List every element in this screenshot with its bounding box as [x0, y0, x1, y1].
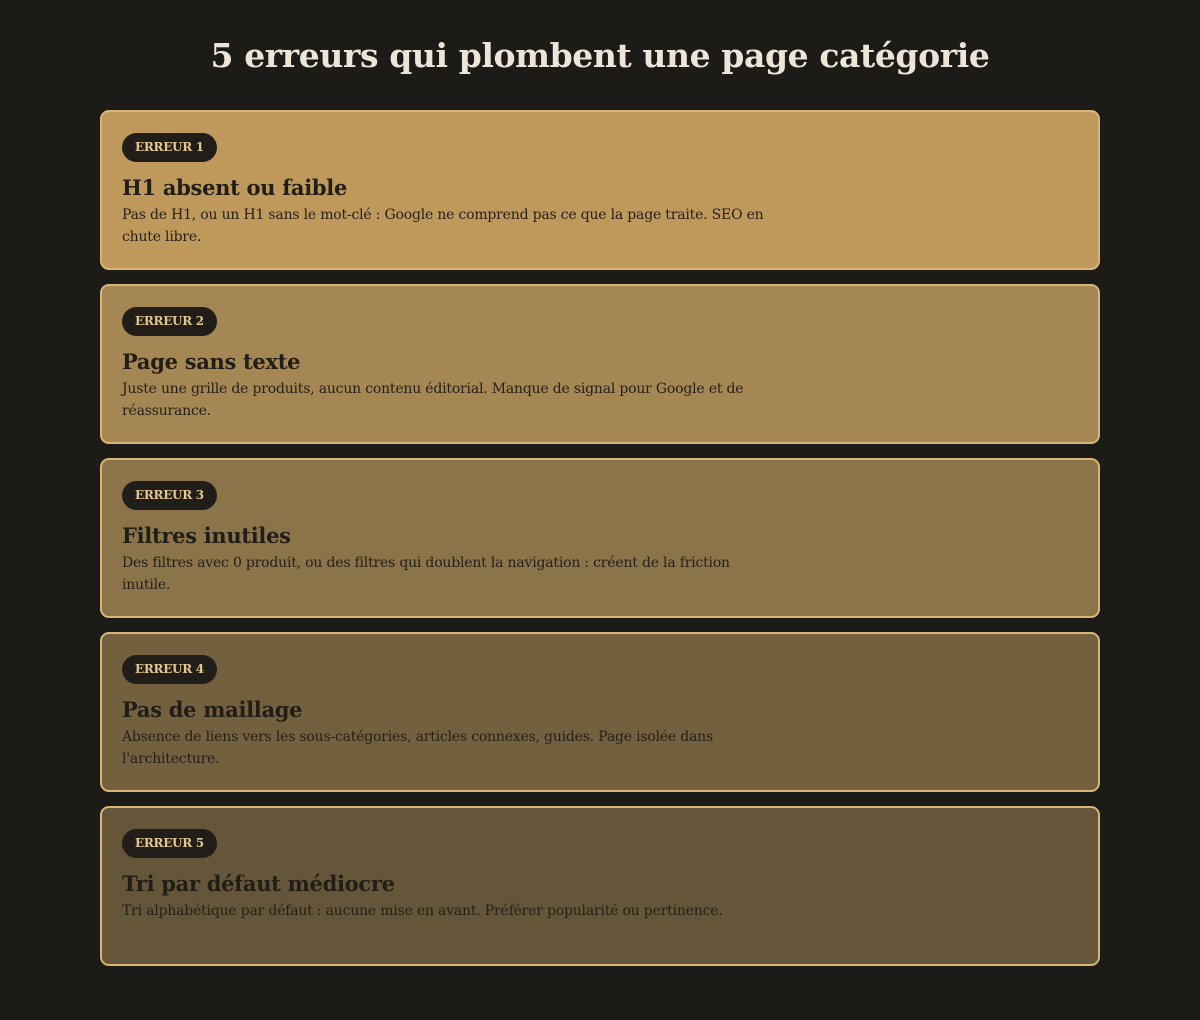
error-heading: Pas de maillage	[122, 697, 303, 722]
error-badge: ERREUR 2	[122, 307, 217, 336]
error-heading: Tri par défaut médiocre	[122, 871, 395, 896]
error-card-4	[100, 632, 1100, 792]
error-description: Des filtres avec 0 produit, ou des filtres qui doublent la navigation : créent de la friction inutile.	[122, 555, 730, 593]
page-title: 5 erreurs qui plombent une page catégorie	[210, 36, 990, 75]
error-list	[100, 110, 1100, 980]
error-badge: ERREUR 1	[122, 133, 217, 162]
error-description: Pas de H1, ou un H1 sans le mot-clé : Google ne comprend pas ce que la page traite. SEO en chute libre.	[122, 207, 764, 245]
error-description: Juste une grille de produits, aucun contenu éditorial. Manque de signal pour Google et de réassurance.	[122, 381, 744, 419]
error-heading: H1 absent ou faible	[122, 175, 348, 200]
error-badge: ERREUR 4	[122, 655, 217, 684]
error-description: Tri alphabétique par défaut : aucune mise en avant. Préférer popularité ou pertinence.	[122, 903, 723, 919]
error-heading: Filtres inutiles	[122, 523, 291, 548]
error-heading: Page sans texte	[122, 349, 301, 374]
error-card-1	[100, 110, 1100, 270]
error-card-3	[100, 458, 1100, 618]
error-card-2	[100, 284, 1100, 444]
error-card-5	[100, 806, 1100, 966]
error-badge: ERREUR 3	[122, 481, 217, 510]
error-description: Absence de liens vers les sous-catégories, articles connexes, guides. Page isolée dans l'architecture.	[122, 729, 713, 767]
error-badge: ERREUR 5	[122, 829, 217, 858]
